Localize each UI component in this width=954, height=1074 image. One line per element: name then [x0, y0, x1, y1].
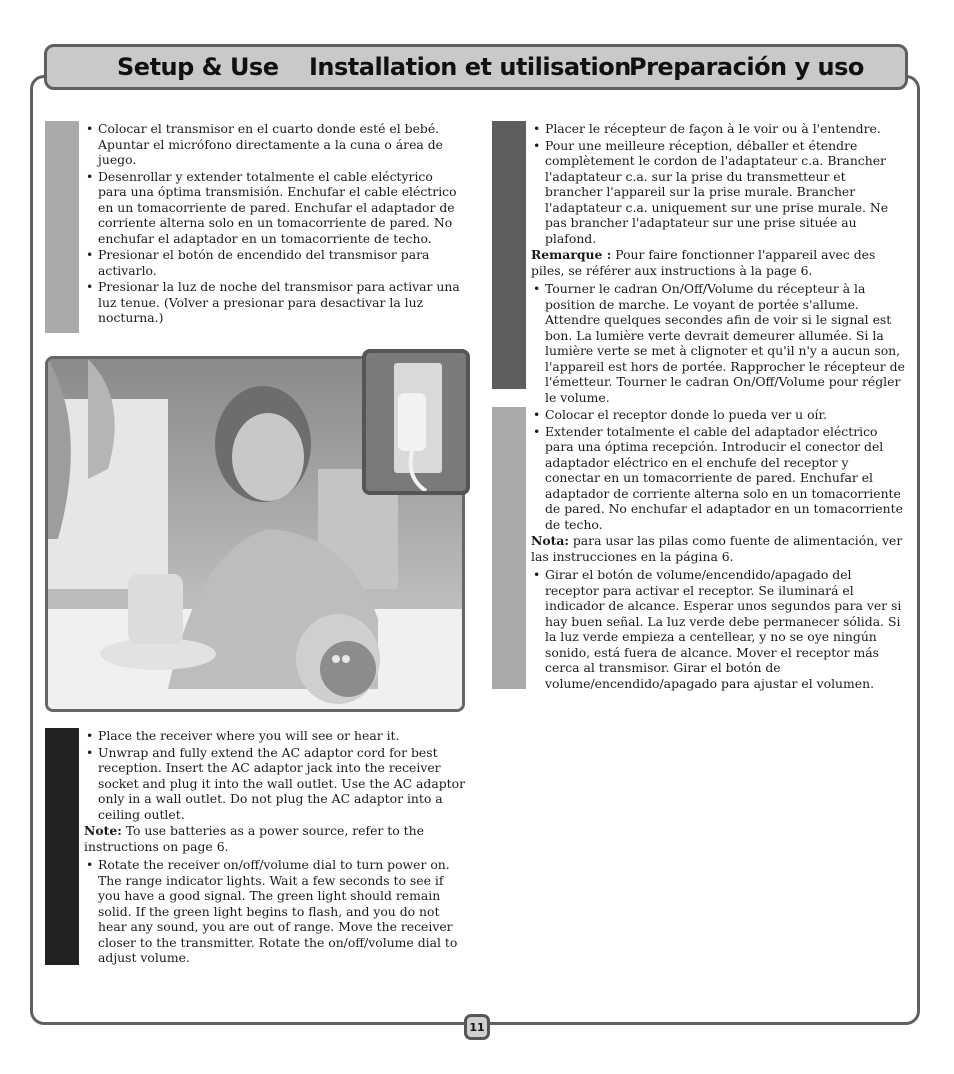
- ac-adaptor-outlet-illustration: [366, 353, 466, 491]
- section-marker-bar: [492, 121, 526, 389]
- list-item: • Extender totalmente el cable del adaptador eléctrico para una óptima recepción. Introducir el conector del adaptador eléctrico en el enchufe del receptor y conectar en un tomacorriente de pared. Enchufar el adaptador de corriente alterna solo en un tomacorriente de pared. No enchufar el adaptador en un tomacorriente de techo.: [531, 424, 906, 533]
- section-english: [84, 728, 469, 967]
- list-item: • Placer le récepteur de façon à le voir ou à l'entendre.: [531, 121, 906, 137]
- note-text: To use batteries as a power source, refer to the instructions on page 6.: [84, 823, 424, 854]
- note-paragraph: [531, 533, 906, 564]
- list-item: • Presionar la luz de noche del transmisor para activar una luz tenue. (Volver a presionar para desactivar la luz nocturna.): [84, 279, 462, 326]
- section-spanish-receiver: [531, 407, 906, 692]
- section-marker-bar: [45, 728, 79, 965]
- section-marker-bar: [45, 121, 79, 333]
- note-paragraph: [84, 823, 469, 854]
- list-item: • Rotate the receiver on/off/volume dial to turn power on. The range indicator lights. Wait a few seconds to see if you have a good signal. The green light should remain solid. If the green light begins to flash, and you do not hear any sound, you are out of range. Move the receiver closer to the transmitter. Rotate the on/off/volume dial to adjust volume.: [84, 857, 469, 966]
- list-item: • Tourner le cadran On/Off/Volume du récepteur à la position de marche. Le voyant de portée s'allume. Attendre quelques secondes afin de voir si le signal est bon. La lumière verte devrait demeurer allumée. Si la lumière verte se met à clignoter et qu'il n'y a aucun son, l'appareil est hors de portée. Rapprocher le récepteur de l'émetteur. Tourner le cadran On/Off/Volume pour régler le volume.: [531, 281, 906, 405]
- section-french: [531, 121, 906, 406]
- list-item: • Colocar el receptor donde lo pueda ver u oír.: [531, 407, 906, 423]
- page-number: 11: [464, 1014, 490, 1040]
- list-item: • Pour une meilleure réception, déballer et étendre complètement le cordon de l'adaptateur c.a. Brancher l'adaptateur c.a. sur la prise du transmetteur et brancher l'appareil sur la prise murale. Brancher l'adaptateur c.a. uniquement sur une prise murale. Ne pas brancher l'adaptateur sur une prise située au plafond.: [531, 138, 906, 247]
- title-spanish: Preparación y uso: [629, 53, 864, 81]
- list-item: • Colocar el transmisor en el cuarto donde esté el bebé. Apuntar el micrófono directamente a la cuna o área de juego.: [84, 121, 462, 168]
- note-text: Pour faire fonctionner l'appareil avec des piles, se référer aux instructions à la page 6.: [531, 247, 876, 278]
- section-spanish-transmitter: [84, 121, 462, 327]
- list-item: • Presionar el botón de encendido del transmisor para activarlo.: [84, 247, 462, 278]
- note-label: Nota:: [531, 533, 569, 548]
- header-bar: [44, 44, 908, 90]
- list-item: • Unwrap and fully extend the AC adaptor cord for best reception. Insert the AC adaptor jack into the receiver socket and plug it into the wall outlet. Use the AC adaptor only in a wall outlet. Do not plug the AC adaptor into a ceiling outlet.: [84, 745, 469, 823]
- note-label: Note:: [84, 823, 122, 838]
- list-item: • Desenrollar y extender totalmente el cable eléctyrico para una óptima transmisión. Enchufar el cable eléctrico en un tomacorriente de pared. Enchufar el adaptador de corriente alterna solo en un tomacorriente de pared. No enchufar el adaptador en un tomacorriente de techo.: [84, 169, 462, 247]
- note-paragraph: [531, 247, 906, 278]
- wall-outlet-inset: [362, 349, 470, 495]
- list-item: • Girar el botón de volume/encendido/apagado del receptor para activar el receptor. Se iluminará el indicador de alcance. Esperar unos segundos para ver si hay buen señal. La luz verde debe permanecer sólida. Si la luz verde empieza a centellear, y no se oye ningún sonido, está fuera de alcance. Mover el receptor más cerca al transmisor. Girar el botón de volume/encendido/apagado para ajustar el volumen.: [531, 567, 906, 691]
- list-item: • Place the receiver where you will see or hear it.: [84, 728, 469, 744]
- note-label: Remarque :: [531, 247, 612, 262]
- section-marker-bar: [492, 407, 526, 689]
- title-english: Setup & Use: [117, 53, 279, 81]
- title-french: Installation et utilisation: [309, 53, 631, 81]
- note-text: para usar las pilas como fuente de alimentación, ver las instrucciones en la página 6.: [531, 533, 903, 564]
